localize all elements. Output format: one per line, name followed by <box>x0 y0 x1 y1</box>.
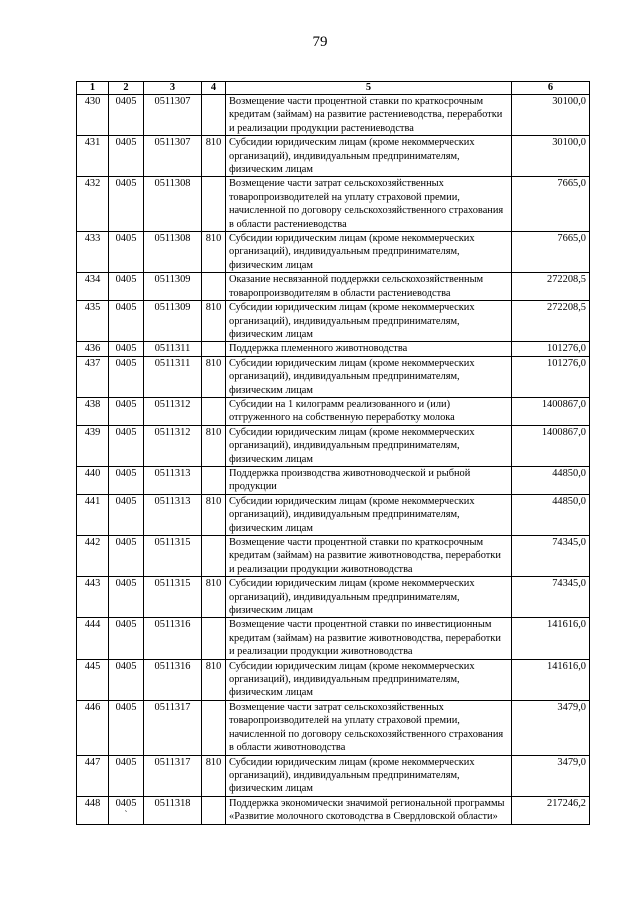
cell-name <box>226 466 512 494</box>
cell-amount <box>512 425 590 466</box>
cell-row-number <box>77 536 109 577</box>
cell-section <box>109 466 144 494</box>
cell-section <box>109 397 144 425</box>
cell-row-number <box>77 273 109 301</box>
table-row <box>77 177 590 232</box>
cell-amount-text: 74345,0 <box>552 578 586 590</box>
header-col-5: 5 <box>226 82 512 95</box>
cell-name-text: Субсидии юридическим лицам (кроме некоммерческих организаций), индивидуальным предпринимателям, физическим лицам <box>229 495 475 534</box>
cell-expense-type <box>202 232 226 273</box>
cell-name <box>226 577 512 618</box>
cell-target-code <box>144 95 202 136</box>
cell-amount <box>512 536 590 577</box>
cell-name-text: Поддержка племенного животноводства <box>229 343 408 355</box>
cell-target-code <box>144 356 202 397</box>
header-col-3: 3 <box>144 82 202 95</box>
header-row <box>77 82 590 95</box>
cell-amount <box>512 796 590 824</box>
table-row <box>77 536 590 577</box>
cell-name <box>226 95 512 136</box>
cell-section-text: 0405 <box>115 619 137 631</box>
cell-section-text: 0405 <box>115 467 137 479</box>
cell-name <box>226 356 512 397</box>
table-row <box>77 397 590 425</box>
cell-amount-text: 7665,0 <box>557 233 586 245</box>
cell-amount <box>512 466 590 494</box>
cell-target-code <box>144 494 202 535</box>
cell-name <box>226 342 512 356</box>
cell-section <box>109 342 144 356</box>
cell-row-number <box>77 342 109 356</box>
cell-row-number <box>77 397 109 425</box>
cell-section-text: 0405 <box>115 178 137 190</box>
cell-name-text: Субсидии юридическим лицам (кроме некоммерческих организаций), индивидуальным предпринимателям, физическим лицам <box>229 233 475 271</box>
cell-expense-type-text: 810 <box>205 302 222 314</box>
cell-amount <box>512 397 590 425</box>
cell-row-number <box>77 301 109 342</box>
table-row <box>77 342 590 356</box>
cell-amount-text: 30100,0 <box>552 137 586 149</box>
cell-target-code-text: 0511317 <box>154 756 191 768</box>
cell-row-number-text: 430 <box>84 96 101 107</box>
cell-target-code-text: 0511312 <box>154 398 191 410</box>
cell-section <box>109 273 144 301</box>
cell-section <box>109 232 144 273</box>
cell-expense-type <box>202 95 226 136</box>
cell-amount-text: 1400867,0 <box>541 398 586 410</box>
cell-name-text: Поддержка производства животноводческой и рыбной продукции <box>229 467 471 493</box>
cell-name <box>226 397 512 425</box>
cell-target-code <box>144 577 202 618</box>
cell-expense-type-text: 810 <box>205 660 222 672</box>
cell-target-code-text: 0511315 <box>154 537 191 548</box>
cell-name-text: Возмещение части процентной ставки по краткосрочным кредитам (займам) на развитие растениеводства, переработки и реализации продукции растениеводства <box>229 96 503 134</box>
cell-name <box>226 618 512 659</box>
cell-amount <box>512 356 590 397</box>
cell-name-text: Субсидии юридическим лицам (кроме некоммерческих организаций), индивидуальным предпринимателям, физическим лицам <box>229 578 475 617</box>
cell-section <box>109 659 144 700</box>
cell-name <box>226 494 512 535</box>
cell-amount <box>512 342 590 356</box>
cell-row-number-text: 443 <box>84 578 101 590</box>
cell-section <box>109 700 144 755</box>
cell-section-text: 0405 <box>115 343 137 355</box>
cell-amount-text: 217246,2 <box>547 797 586 809</box>
cell-expense-type-text: 810 <box>205 233 222 245</box>
cell-target-code-text: 0511311 <box>154 343 191 355</box>
cell-row-number <box>77 95 109 136</box>
cell-name <box>226 796 512 824</box>
cell-expense-type <box>202 397 226 425</box>
cell-target-code <box>144 796 202 824</box>
cell-target-code-text: 0511313 <box>154 495 191 507</box>
cell-expense-type <box>202 618 226 659</box>
cell-name <box>226 301 512 342</box>
cell-target-code <box>144 425 202 466</box>
cell-target-code <box>144 136 202 177</box>
table-body <box>77 95 590 825</box>
cell-section-text: 0405 <box>115 302 137 314</box>
cell-expense-type <box>202 536 226 577</box>
cell-section <box>109 301 144 342</box>
cell-name-text: Субсидии юридическим лицам (кроме некоммерческих организаций), индивидуальным предпринимателям, физическим лицам <box>229 660 475 699</box>
cell-name <box>226 755 512 796</box>
cell-target-code <box>144 755 202 796</box>
cell-target-code-text: 0511313 <box>154 467 191 479</box>
cell-target-code-text: 0511307 <box>154 137 191 149</box>
cell-target-code-text: 0511315 <box>154 578 191 590</box>
cell-name-text: Возмещение части затрат сельскохозяйственных товаропроизводителей на уплату страховой премии, начисленной по договору сельскохозяйственного страхования в области растениеводства <box>229 178 504 230</box>
cell-name <box>226 232 512 273</box>
table-row <box>77 494 590 535</box>
cell-amount-text: 141616,0 <box>547 619 586 631</box>
cell-target-code-text: 0511316 <box>154 660 191 672</box>
cell-section <box>109 796 144 824</box>
pen-mark: ` <box>124 809 128 820</box>
cell-row-number <box>77 796 109 824</box>
cell-section-text: 0405 <box>115 137 137 149</box>
cell-section <box>109 177 144 232</box>
cell-section <box>109 494 144 535</box>
cell-amount-text: 30100,0 <box>552 96 586 107</box>
cell-section-text: 0405 <box>115 797 137 809</box>
cell-row-number-text: 442 <box>84 537 101 548</box>
cell-name-text: Субсидии на 1 килограмм реализованного и (или) отгруженного на собственную переработку молока <box>229 398 455 424</box>
cell-section <box>109 536 144 577</box>
budget-table <box>76 81 590 825</box>
cell-target-code-text: 0511309 <box>154 302 191 314</box>
cell-expense-type <box>202 494 226 535</box>
cell-section-text: 0405 <box>115 495 137 507</box>
cell-name-text: Возмещение части процентной ставки по краткосрочным кредитам (займам) на развитие животноводства, переработки и реализации продукции животноводства <box>229 537 501 575</box>
table-row <box>77 136 590 177</box>
cell-section-text: 0405 <box>115 357 137 369</box>
cell-section-text: 0405 <box>115 578 137 590</box>
table-row <box>77 618 590 659</box>
cell-row-number-text: 435 <box>84 302 101 314</box>
cell-section-text: 0405 <box>115 537 137 548</box>
cell-expense-type <box>202 659 226 700</box>
cell-target-code <box>144 618 202 659</box>
cell-name-text: Поддержка экономически значимой региональной программы «Развитие молочного скотоводства в Свердловской области» <box>229 797 505 823</box>
table-row <box>77 700 590 755</box>
cell-target-code-text: 0511311 <box>154 357 191 369</box>
cell-section-text: 0405 <box>115 233 137 245</box>
cell-amount-text: 74345,0 <box>552 537 586 548</box>
cell-expense-type-text: 810 <box>205 756 222 768</box>
page-number: 79 <box>312 34 328 50</box>
cell-row-number <box>77 466 109 494</box>
cell-amount-text: 101276,0 <box>547 357 586 369</box>
cell-target-code-text: 0511316 <box>154 619 191 631</box>
cell-row-number-text: 438 <box>84 398 101 410</box>
cell-target-code <box>144 397 202 425</box>
cell-amount <box>512 136 590 177</box>
cell-target-code-text: 0511308 <box>154 233 191 245</box>
cell-row-number <box>77 232 109 273</box>
cell-target-code <box>144 177 202 232</box>
cell-target-code <box>144 273 202 301</box>
cell-row-number <box>77 700 109 755</box>
table-row <box>77 577 590 618</box>
cell-expense-type <box>202 700 226 755</box>
cell-name-text: Оказание несвязанной поддержки сельскохозяйственным товаропроизводителям в области растениеводства <box>229 274 484 299</box>
cell-name <box>226 136 512 177</box>
cell-expense-type <box>202 301 226 342</box>
table-row <box>77 356 590 397</box>
cell-section <box>109 755 144 796</box>
cell-row-number-text: 436 <box>84 343 101 355</box>
cell-section-text: 0405 <box>115 660 137 672</box>
header-col-4: 4 <box>202 82 226 95</box>
cell-section-text: 0405 <box>115 756 137 768</box>
cell-amount <box>512 95 590 136</box>
cell-row-number <box>77 177 109 232</box>
cell-section <box>109 425 144 466</box>
cell-amount <box>512 232 590 273</box>
cell-name-text: Возмещение части затрат сельскохозяйственных товаропроизводителей на уплату страховой премии, начисленной по договору сельскохозяйственного страхования в области животноводства <box>229 701 504 754</box>
table-row <box>77 796 590 824</box>
cell-amount <box>512 700 590 755</box>
cell-name-text: Субсидии юридическим лицам (кроме некоммерческих организаций), индивидуальным предпринимателям, физическим лицам <box>229 756 475 795</box>
cell-row-number-text: 437 <box>84 357 101 369</box>
cell-amount-text: 101276,0 <box>547 343 586 355</box>
cell-expense-type <box>202 755 226 796</box>
cell-target-code <box>144 301 202 342</box>
cell-target-code <box>144 700 202 755</box>
cell-expense-type-text: 810 <box>205 137 222 149</box>
cell-row-number-text: 440 <box>84 467 101 479</box>
cell-section <box>109 577 144 618</box>
table-row <box>77 232 590 273</box>
cell-target-code <box>144 536 202 577</box>
header-col-2: 2 <box>109 82 144 95</box>
cell-expense-type <box>202 177 226 232</box>
cell-amount <box>512 755 590 796</box>
table-row <box>77 755 590 796</box>
cell-name-text: Субсидии юридическим лицам (кроме некоммерческих организаций), индивидуальным предпринимателям, физическим лицам <box>229 302 475 340</box>
cell-amount-text: 141616,0 <box>547 660 586 672</box>
cell-row-number-text: 446 <box>84 701 101 713</box>
cell-expense-type <box>202 356 226 397</box>
cell-section-text: 0405 <box>115 398 137 410</box>
cell-expense-type <box>202 425 226 466</box>
cell-name <box>226 700 512 755</box>
cell-row-number <box>77 755 109 796</box>
cell-section <box>109 136 144 177</box>
cell-amount-text: 1400867,0 <box>541 426 586 438</box>
table-row <box>77 659 590 700</box>
cell-name <box>226 659 512 700</box>
cell-name-text: Субсидии юридическим лицам (кроме некоммерческих организаций), индивидуальным предпринимателям, физическим лицам <box>229 426 475 465</box>
cell-row-number <box>77 618 109 659</box>
cell-expense-type <box>202 466 226 494</box>
cell-amount <box>512 301 590 342</box>
cell-section-text: 0405 <box>115 96 137 107</box>
cell-amount <box>512 273 590 301</box>
header-col-1: 1 <box>77 82 109 95</box>
cell-amount <box>512 577 590 618</box>
table-row <box>77 273 590 301</box>
cell-expense-type <box>202 342 226 356</box>
cell-amount-text: 3479,0 <box>557 756 586 768</box>
cell-expense-type-text: 810 <box>205 426 222 438</box>
cell-expense-type-text: 810 <box>205 357 222 369</box>
cell-section-text: 0405 <box>115 274 137 286</box>
cell-amount <box>512 494 590 535</box>
cell-name <box>226 177 512 232</box>
cell-amount-text: 272208,5 <box>547 274 586 286</box>
cell-amount-text: 7665,0 <box>557 178 586 190</box>
cell-row-number-text: 434 <box>84 274 101 286</box>
cell-row-number-text: 445 <box>84 660 101 672</box>
cell-target-code-text: 0511312 <box>154 426 191 438</box>
cell-row-number-text: 439 <box>84 426 101 438</box>
cell-section <box>109 356 144 397</box>
cell-expense-type-text: 810 <box>205 495 222 507</box>
cell-amount <box>512 659 590 700</box>
cell-name <box>226 536 512 577</box>
cell-target-code-text: 0511308 <box>154 178 191 190</box>
cell-expense-type-text: 810 <box>205 578 222 590</box>
cell-amount <box>512 618 590 659</box>
cell-section <box>109 618 144 659</box>
table-header <box>77 82 590 95</box>
cell-target-code-text: 0511318 <box>154 797 191 809</box>
cell-expense-type <box>202 577 226 618</box>
table-row <box>77 95 590 136</box>
cell-name <box>226 425 512 466</box>
cell-name-text: Субсидии юридическим лицам (кроме некоммерческих организаций), индивидуальным предпринимателям, физическим лицам <box>229 137 475 176</box>
cell-section <box>109 95 144 136</box>
cell-expense-type <box>202 796 226 824</box>
cell-name <box>226 273 512 301</box>
cell-row-number-text: 433 <box>84 233 101 245</box>
cell-amount-text: 44850,0 <box>552 495 586 507</box>
cell-row-number <box>77 425 109 466</box>
cell-expense-type <box>202 136 226 177</box>
cell-expense-type <box>202 273 226 301</box>
cell-target-code-text: 0511317 <box>154 701 191 713</box>
cell-amount <box>512 177 590 232</box>
table-row <box>77 301 590 342</box>
cell-row-number <box>77 494 109 535</box>
cell-row-number-text: 444 <box>84 619 101 631</box>
cell-target-code-text: 0511307 <box>154 96 191 107</box>
cell-name-text: Субсидии юридическим лицам (кроме некоммерческих организаций), индивидуальным предпринимателям, физическим лицам <box>229 357 475 396</box>
cell-target-code <box>144 659 202 700</box>
cell-row-number-text: 432 <box>84 178 101 190</box>
cell-name-text: Возмещение части процентной ставки по инвестиционным кредитам (займам) на развитие животноводства, переработки и реализации продукции животноводства <box>229 619 501 658</box>
cell-target-code-text: 0511309 <box>154 274 191 286</box>
cell-row-number <box>77 356 109 397</box>
table-row <box>77 425 590 466</box>
cell-target-code <box>144 466 202 494</box>
cell-target-code <box>144 342 202 356</box>
cell-amount-text: 272208,5 <box>547 302 586 314</box>
cell-row-number <box>77 577 109 618</box>
cell-target-code <box>144 232 202 273</box>
table-row <box>77 466 590 494</box>
cell-amount-text: 3479,0 <box>557 701 586 713</box>
cell-row-number-text: 431 <box>84 137 101 149</box>
cell-row-number-text: 441 <box>84 495 101 507</box>
cell-row-number <box>77 136 109 177</box>
cell-section-text: 0405 <box>115 426 137 438</box>
cell-row-number <box>77 659 109 700</box>
cell-section-text: 0405 <box>115 701 137 713</box>
cell-amount-text: 44850,0 <box>552 467 586 479</box>
header-col-6: 6 <box>512 82 590 95</box>
cell-row-number-text: 448 <box>84 797 101 809</box>
cell-row-number-text: 447 <box>84 756 101 768</box>
